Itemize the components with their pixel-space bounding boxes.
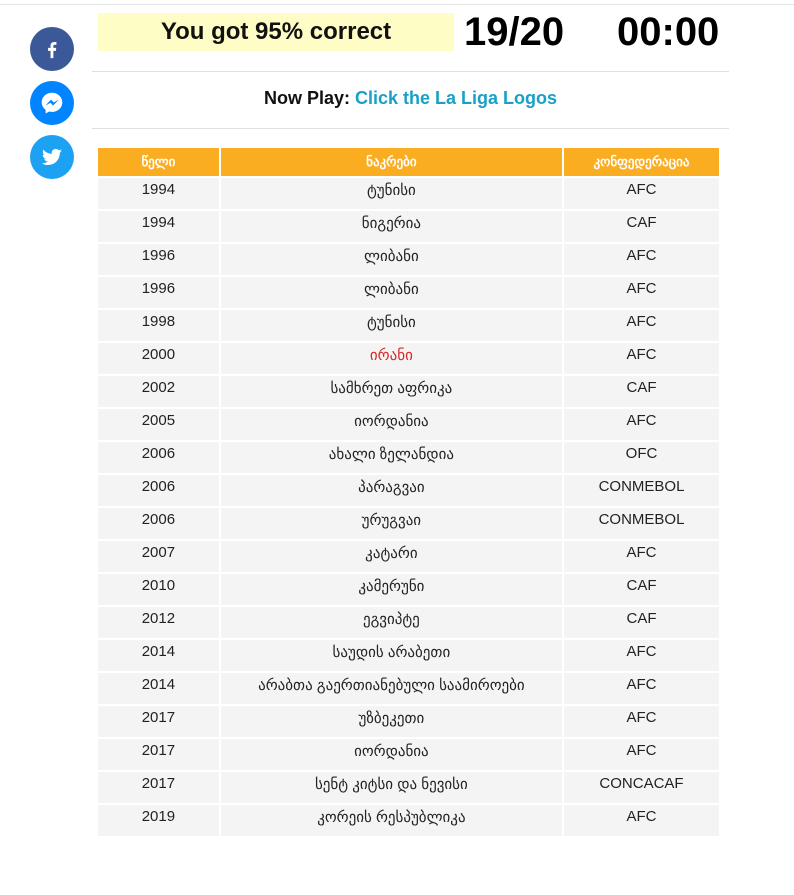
- year-cell: 2012: [98, 607, 219, 638]
- year-cell: 2002: [98, 376, 219, 407]
- table-row: [98, 211, 719, 242]
- team-cell: ურუგვაი: [221, 508, 562, 539]
- table-row: [98, 508, 719, 539]
- now-play-label: Now Play:: [263, 88, 350, 108]
- team-cell: სენტ კიტსი და ნევისი: [221, 772, 562, 803]
- confederation-cell: AFC: [564, 541, 719, 572]
- table-row: [98, 772, 719, 803]
- confederation-cell: AFC: [564, 277, 719, 308]
- team-cell: ლიბანი: [221, 244, 562, 275]
- results-table: [96, 146, 721, 838]
- table-row: [98, 607, 719, 638]
- team-cell: ლიბანი: [221, 277, 562, 308]
- column-header-confederation: კონფედერაცია: [564, 148, 719, 176]
- table-row: [98, 541, 719, 572]
- year-cell: 2006: [98, 508, 219, 539]
- top-divider: [0, 4, 794, 5]
- year-cell: 2005: [98, 409, 219, 440]
- year-cell: 1996: [98, 244, 219, 275]
- team-cell: სამხრეთ აფრიკა: [221, 376, 562, 407]
- column-header-team: ნაკრები: [221, 148, 562, 176]
- table-row: [98, 673, 719, 704]
- confederation-cell: CONMEBOL: [564, 475, 719, 506]
- team-cell: ტუნისი: [221, 178, 562, 209]
- table-row: [98, 376, 719, 407]
- divider: [92, 71, 729, 72]
- confederation-cell: OFC: [564, 442, 719, 473]
- year-cell: 1994: [98, 211, 219, 242]
- year-cell: 2006: [98, 475, 219, 506]
- table-row: [98, 475, 719, 506]
- confederation-cell: AFC: [564, 640, 719, 671]
- year-cell: 1998: [98, 310, 219, 341]
- year-cell: 2017: [98, 706, 219, 737]
- divider: [92, 128, 729, 129]
- confederation-cell: CAF: [564, 607, 719, 638]
- table-row: [98, 574, 719, 605]
- confederation-cell: AFC: [564, 178, 719, 209]
- team-cell: არაბთა გაერთიანებული საამიროები: [221, 673, 562, 704]
- confederation-cell: AFC: [564, 805, 719, 836]
- year-cell: 2006: [98, 442, 219, 473]
- confederation-cell: AFC: [564, 343, 719, 374]
- table-row: [98, 442, 719, 473]
- year-cell: 2000: [98, 343, 219, 374]
- now-play: [92, 88, 729, 109]
- confederation-cell: AFC: [564, 706, 719, 737]
- facebook-share-button[interactable]: [30, 27, 74, 71]
- table-row: [98, 739, 719, 770]
- table-row: [98, 178, 719, 209]
- year-cell: 2017: [98, 739, 219, 770]
- team-cell: უზბეკეთი: [221, 706, 562, 737]
- column-header-year: წელი: [98, 148, 219, 176]
- team-cell: ირანი: [221, 343, 562, 374]
- quiz-timer: 00:00: [617, 10, 720, 54]
- year-cell: 1994: [98, 178, 219, 209]
- table-row: [98, 640, 719, 671]
- team-cell: იორდანია: [221, 409, 562, 440]
- year-cell: 2017: [98, 772, 219, 803]
- year-cell: 2014: [98, 640, 219, 671]
- team-cell: იორდანია: [221, 739, 562, 770]
- score-fraction: 19/20: [464, 10, 565, 54]
- year-cell: 1996: [98, 277, 219, 308]
- table-row: [98, 409, 719, 440]
- score-message: You got 95% correct: [98, 13, 454, 51]
- messenger-icon: [39, 90, 65, 116]
- table-header-row: [98, 148, 719, 176]
- confederation-cell: CONCACAF: [564, 772, 719, 803]
- confederation-cell: CAF: [564, 211, 719, 242]
- facebook-icon: [41, 38, 63, 60]
- twitter-share-button[interactable]: [30, 135, 74, 179]
- table-row: [98, 343, 719, 374]
- confederation-cell: AFC: [564, 739, 719, 770]
- team-cell: ნიგერია: [221, 211, 562, 242]
- confederation-cell: CAF: [564, 376, 719, 407]
- team-cell: კამერუნი: [221, 574, 562, 605]
- confederation-cell: CONMEBOL: [564, 508, 719, 539]
- team-cell: პარაგვაი: [221, 475, 562, 506]
- table-row: [98, 805, 719, 836]
- confederation-cell: AFC: [564, 409, 719, 440]
- table-row: [98, 310, 719, 341]
- team-cell: ახალი ზელანდია: [221, 442, 562, 473]
- team-cell: კორეის რესპუბლიკა: [221, 805, 562, 836]
- confederation-cell: AFC: [564, 244, 719, 275]
- table-row: [98, 277, 719, 308]
- team-cell: კატარი: [221, 541, 562, 572]
- table-row: [98, 244, 719, 275]
- now-play-link[interactable]: Click the La Liga Logos: [355, 88, 558, 108]
- confederation-cell: AFC: [564, 310, 719, 341]
- team-cell: საუდის არაბეთი: [221, 640, 562, 671]
- year-cell: 2007: [98, 541, 219, 572]
- table-row: [98, 706, 719, 737]
- messenger-share-button[interactable]: [30, 81, 74, 125]
- twitter-icon: [40, 145, 64, 169]
- team-cell: ტუნისი: [221, 310, 562, 341]
- year-cell: 2014: [98, 673, 219, 704]
- team-cell: ეგვიპტე: [221, 607, 562, 638]
- confederation-cell: CAF: [564, 574, 719, 605]
- confederation-cell: AFC: [564, 673, 719, 704]
- year-cell: 2010: [98, 574, 219, 605]
- year-cell: 2019: [98, 805, 219, 836]
